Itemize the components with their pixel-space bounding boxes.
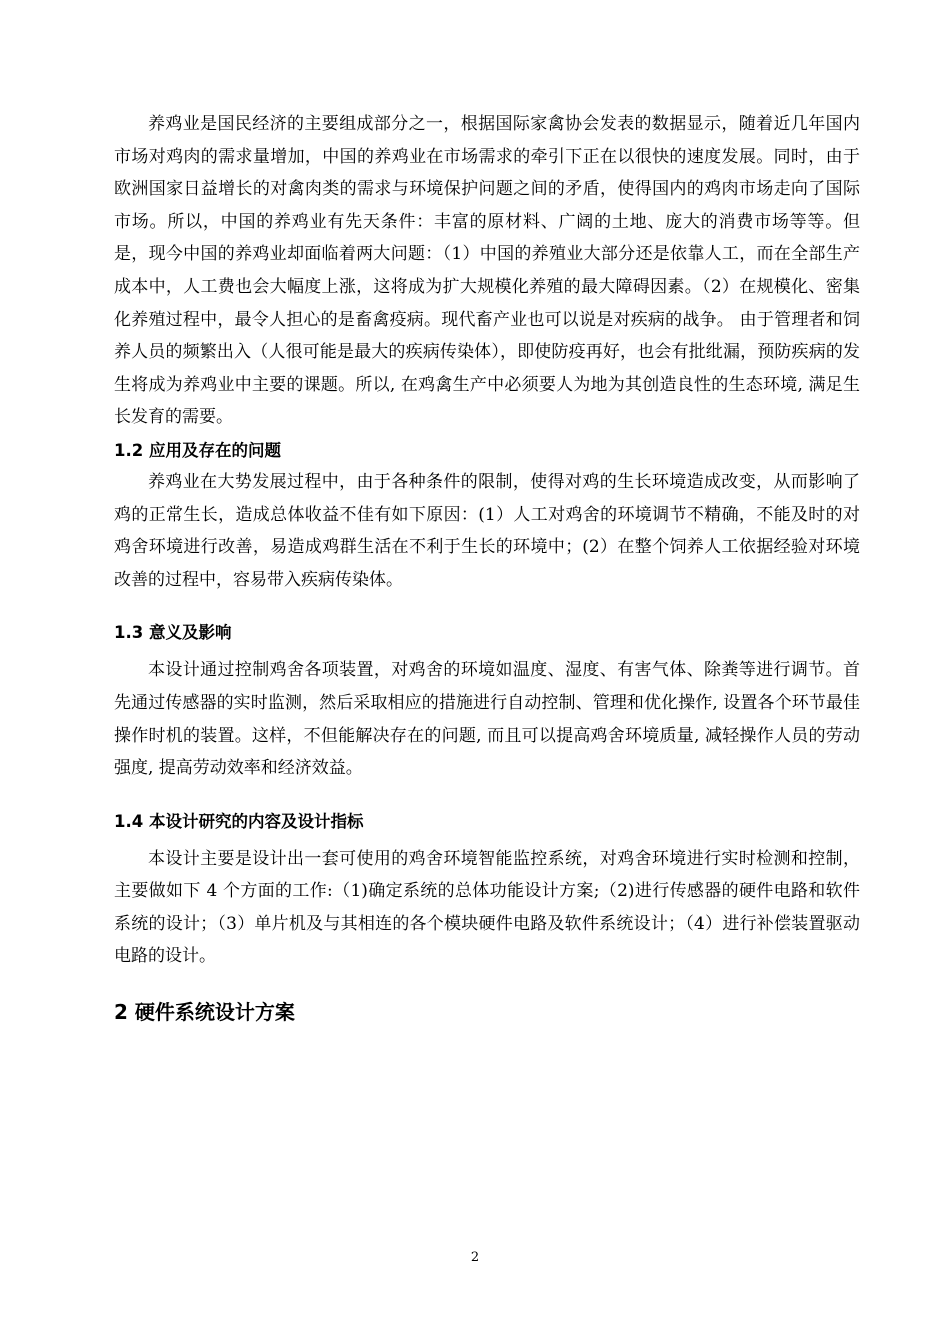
section-heading-1-2: 1.2 应用及存在的问题	[114, 440, 281, 460]
section-heading-1-3: 1.3 意义及影响	[114, 623, 232, 643]
chapter-heading-2: 2 硬件系统设计方案	[114, 1000, 295, 1025]
applications-paragraph: 养鸡业在大势发展过程中，由于各种条件的限制，使得对鸡的生长环境造成改变，从而影响了鸡的正常生长，造成总体收益不佳有如下原因：(1）人工对鸡舍的环境调节不精确，不能及时的对鸡舍环境进行改善，易造成鸡群生活在不利于生长的环境中；(2）在整个饲养人工依据经验对环境改善的过程中，容易带入疾病传染体。	[114, 471, 860, 590]
page-number: 2	[470, 1250, 480, 1265]
content-paragraph: 本设计主要是设计出一套可使用的鸡舍环境智能监控系统，对鸡舍环境进行实时检测和控制，主要做如下 4 个方面的工作:（1)确定系统的总体功能设计方案;（2)进行传感器的硬件电路和软件系统的设计；（3）单片机及与其相连的各个模块硬件电路及软件系统设计；（4）进行补偿装置驱动电路的设计。	[114, 848, 860, 967]
section-heading-1-4: 1.4 本设计研究的内容及设计指标	[114, 811, 364, 831]
page-content	[114, 98, 860, 1029]
significance-paragraph: 本设计通过控制鸡舍各项装置，对鸡舍的环境如温度、湿度、有害气体、除粪等进行调节。首先通过传感器的实时监测，然后采取相应的措施进行自动控制、管理和优化操作, 设置各个环节最佳操作时机的装置。这样，不但能解决存在的问题, 而且可以提高鸡舍环境质量, 减轻操作人员的劳动强度, 提高劳动效率和经济效益。	[114, 660, 860, 779]
intro-paragraph: 养鸡业是国民经济的主要组成部分之一，根据国际家禽协会发表的数据显示，随着近几年国内市场对鸡肉的需求量增加，中国的养鸡业在市场需求的牵引下正在以很快的速度发展。同时，由于欧洲国家日益增长的对禽肉类的需求与环境保护问题之间的矛盾，使得国内的鸡肉市场走向了国际市场。所以，中国的养鸡业有先天条件：丰富的原材料、广阔的土地、庞大的消费市场等等。但是，现今中国的养鸡业却面临着两大问题：（1）中国的养殖业大部分还是依靠人工，而在全部生产成本中，人工费也会大幅度上涨，这将成为扩大规模化养殖的最大障碍因素。（2）在规模化、密集化养殖过程中，最令人担心的是畜禽疫病。现代畜产业也可以说是对疾病的战争。 由于管理者和饲养人员的频繁出入（人很可能是最大的疾病传染体），即使防疫再好，也会有批纰漏，预防疾病的发生将成为养鸡业中主要的课题。所以, 在鸡禽生产中必须要人为地为其创造良性的生态环境, 满足生长发育的需要。	[114, 114, 860, 428]
